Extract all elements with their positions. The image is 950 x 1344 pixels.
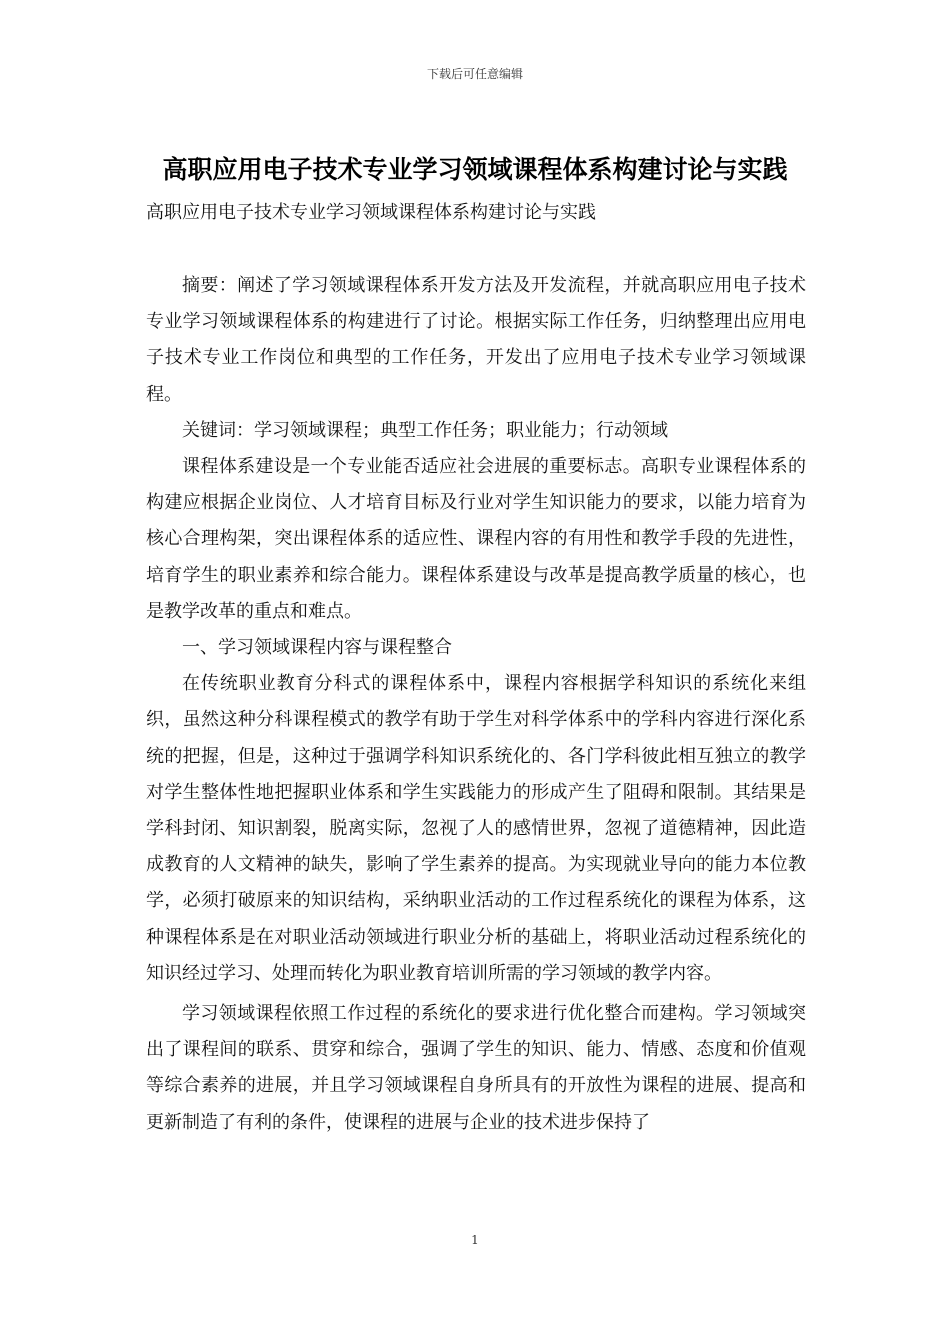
keywords-paragraph: 关键词：学习领域课程；典型工作任务；职业能力；行动领域 [182, 419, 668, 441]
body-paragraph: 学习领域课程依照工作过程的系统化的要求进行优化整合而建构。学习领域突出了课程间的联系、贯穿和综合，强调了学生的知识、能力、情感、态度和价值观等综合素养的进展，并且学习领域课程自身所具有的开放性为课程的进展、提高和更新制造了有利的条件，使课程的进展与企业的技术进步保持了 [146, 1003, 806, 1133]
document-subtitle: 高职应用电子技术专业学习领域课程体系构建讨论与实践 [146, 202, 596, 223]
abstract-paragraph: 摘要：阐述了学习领域课程体系开发方法及开发流程，并就高职应用电子技术专业学习领域课程体系的构建进行了讨论。根据实际工作任务，归纳整理出应用电子技术专业工作岗位和典型的工作任务，开发出了应用电子技术专业学习领域课程。 [146, 275, 806, 405]
document-body [146, 268, 806, 1141]
page-number: 1 [471, 1233, 479, 1247]
page-header: 下载后可任意编辑 [426, 67, 523, 81]
section-heading: 一、学习领域课程内容与课程整合 [182, 637, 452, 659]
body-paragraph: 在传统职业教育分科式的课程体系中，课程内容根据学科知识的系统化来组织，虽然这种分科课程模式的教学有助于学生对科学体系中的学科内容进行深化系统的把握，但是，这种过于强调学科知识系统化的、各门学科彼此相互独立的教学对学生整体性地把握职业体系和学生实践能力的形成产生了阻碍和限制。其结果是学科封闭、知识割裂，脱离实际，忽视了人的感情世界，忽视了道德精神，因此造成教育的人文精神的缺失，影响了学生素养的提高。为实现就业导向的能力本位教学，必须打破原来的知识结构，采纳职业活动的工作过程系统化的课程为体系，这种课程体系是在对职业活动领域进行职业分析的基础上，将职业活动过程系统化的知识经过学习、处理而转化为职业教育培训所需的学习领域的教学内容。 [146, 673, 806, 984]
document-title: 高职应用电子技术专业学习领域课程体系构建讨论与实践 [162, 155, 788, 184]
body-paragraph: 课程体系建设是一个专业能否适应社会进展的重要标志。高职专业课程体系的构建应根据企业岗位、人才培育目标及行业对学生知识能力的要求，以能力培育为核心合理构架，突出课程体系的适应性、课程内容的有用性和教学手段的先进性，培育学生的职业素养和综合能力。课程体系建设与改革是提高教学质量的核心，也是教学改革的重点和难点。 [146, 456, 806, 622]
